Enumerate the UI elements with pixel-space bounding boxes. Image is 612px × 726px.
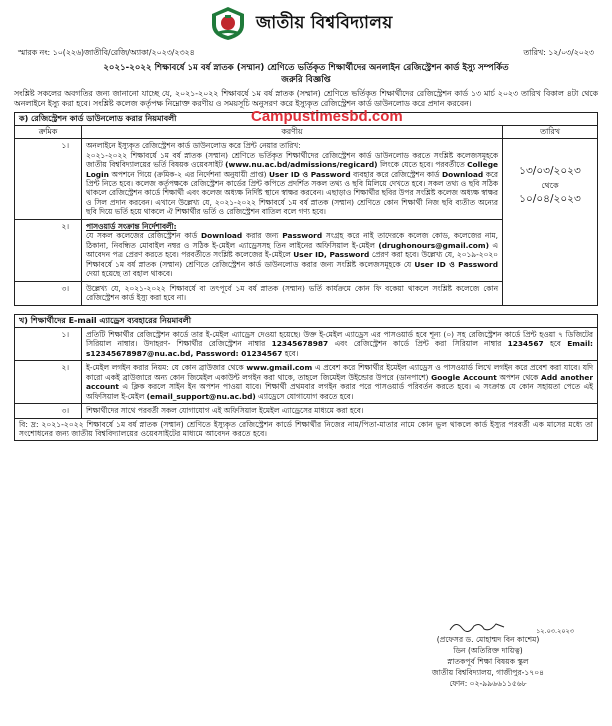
- table-row: [15, 404, 598, 418]
- row-text-bold: Add another account: [86, 372, 593, 392]
- section-a-title-text: ক) রেজিস্ট্রেশন কার্ড ডাউনলোড করার নিয়মাবলী: [19, 113, 177, 123]
- row-text-bold: Download: [441, 169, 484, 179]
- memo-number: স্মারক নং: ১০(২২৬)জাতীবি/রেজি/অ্যাকা/২০২৩/২৩২৪: [18, 48, 195, 57]
- reference-line: [18, 48, 594, 58]
- signature-scribble: [398, 616, 578, 634]
- row-text-part: অপশনে গিয়ে (ক্রমিক-২ এর নির্দেশনা অনুযায়ী প্রাপ্ত): [111, 169, 267, 179]
- row-text: উল্লেখ্য যে, ২০২১-২০২২ শিক্ষাবর্ষে বা তৎপূর্বে ১ম বর্ষ স্নাতক (সম্মান) ভর্তি কার্যক্রমে কোন ফি বকেয়া থাকলে সংশ্লিষ্ট কলেজে কোন রেজিস্ট্রেশন কার্ড ইস্যু করা হবে না।: [82, 281, 503, 305]
- date-separator: থেকে: [541, 180, 559, 190]
- date-from: ১৩/০৩/২০২৩: [519, 165, 581, 178]
- signatory-phone: ফোন: ০২-৯৯৬৬১১৫৬৮: [449, 679, 527, 688]
- signatory-university: জাতীয় বিশ্ববিদ্যালয়, গাজীপুর-১৭০৪: [431, 668, 545, 677]
- signatory-designation: ডিন (অতিরিক্ত দায়িত্ব): [453, 646, 523, 655]
- table-row: [15, 361, 598, 404]
- row-text-bold: User ID ও Password: [269, 169, 351, 179]
- row-text-part: সংগ্রহ করে নাই তাদেরকে কলেজ কোড, কলেজের নাম, ঠিকানা, নিবন্ধিত মোবাইল নম্বর ও সঠিক ই-মেইল এ্যাড্রেসসহ তিন লাইনের অফিসিয়াল ই-মেইল: [86, 231, 498, 250]
- row-text-bold: 1234567: [507, 339, 544, 349]
- row-serial: ১।: [15, 139, 82, 220]
- row-text-part: এ ক্লিক করলে সাইন ইন অপশন পাওয়া যাবে। শিক্ষার্থী প্রথমবার লগইন করার পরে পাসওয়ার্ড পরিবর্তন করতে হবে। এ সংক্রান্ত যে কোন সহায়তা পেতে এই অফিসিয়াল ই-মেইল: [86, 382, 593, 401]
- row-text: শিক্ষার্থীদের সাথে পরবর্তী সকল যোগাযোগ এই অফিসিয়াল ইমেইল এ্যাড্রেসের মাধ্যমে করা হবে।: [82, 404, 598, 418]
- row-text-bold: Password: [282, 231, 323, 241]
- signatory-name: (প্রফেসর ড. মোহাম্মদ বিন কাশেম): [436, 635, 540, 644]
- table-header-row: [15, 126, 598, 139]
- support-email-link[interactable]: (email_support@nu.ac.bd): [146, 391, 256, 401]
- row-heading: পাসওয়ার্ড সংক্রান্ত নির্দেশাবলী:: [86, 221, 177, 231]
- col-date: তারিখ: [503, 126, 598, 139]
- col-serial: ক্রমিক: [15, 126, 82, 139]
- intro-paragraph: সংশ্লিষ্ট সকলের অবগতির জন্য জানানো যাচ্ছে যে, ২০২১-২০২২ শিক্ষাবর্ষে ১ম বর্ষ স্নাতক (সম্মান) শ্রেণিতে ভর্তিকৃত শিক্ষার্থীদের রেজিস্ট্রেশন কার্ড ১৩ মার্চ ২০২৩ তারিখ বিকাল ৪টা থেকে অনলাইনে ইস্যু করা হবে। সংশ্লিষ্ট কলেজ কর্তৃপক্ষ নিম্নোক্ত করণীয় ও সময়সূচি অনুসরণ করে ইস্যুকৃত রেজিস্ট্রেশন কার্ড ডাউনলোড করে প্রদান করবেন।: [14, 88, 598, 108]
- section-b-table: [14, 327, 598, 419]
- university-name: জাতীয় বিশ্ববিদ্যালয়: [256, 13, 393, 33]
- row-text: [82, 139, 503, 220]
- section-b-title: খ) শিক্ষার্থীদের E-mail এ্যাড্রেস ব্যবহারের নিয়মাবলী: [14, 314, 598, 327]
- notice-title: জরুরি বিজ্ঞপ্তি: [281, 74, 331, 85]
- row-text-bold: Email: s12345678987@nu.ac.bd, Password: 01234567: [86, 339, 593, 358]
- row-text-part: ব্যবহার করে রেজিস্ট্রেশন কার্ড: [353, 169, 440, 179]
- row-text: [82, 327, 598, 360]
- row-text-bold: Google Account: [431, 372, 497, 382]
- date-to: ১০/০৪/২০২৩: [519, 192, 581, 205]
- row-heading: অনলাইনে ইস্যুকৃত রেজিস্ট্রেশন কার্ড ডাউনলোড করে প্রিন্ট নেয়ার তারিখ:: [86, 141, 301, 151]
- row-text-bold: 12345678987: [271, 339, 329, 349]
- row-serial: ২।: [15, 219, 82, 281]
- row-serial: ৩।: [15, 404, 82, 418]
- section-a-table: [14, 125, 598, 305]
- row-text-part: প্রেরণ করা হবে। উল্লেখ্য যে, ২০১৯-২০২০ শিক্ষাবর্ষে ১ম বর্ষ স্নাতক (সম্মান) শ্রেণিতে রেজিস্ট্রেশন কার্ড ডাউনলোড করার জন্য সংশ্লিষ্ট কলেজসমূহকে যে: [86, 250, 498, 269]
- row-text-part: এ প্রবেশ করে শিক্ষার্থীর ইমেইল এ্যাড্রেস ও পাসওয়ার্ড লিখে লগইন করে প্রবেশ করা যাবে। যদি কারো একই ব্রাউজারে অন্য কোন জিমেইল একাউন্ট লগইন করা থাকে, তাহলে জিমেইল উইন্ডোর উপরে (ডানপাশে): [86, 363, 593, 382]
- row-text-part: এ আবেদন পত্র প্রেরণ করতে হবে। পরবর্তীতে সংশ্লিষ্ট কলেজের ই-মেইলে: [86, 240, 498, 260]
- table-row: [15, 327, 598, 360]
- footnote: বি: দ্র: ২০২১-২০২২ শিক্ষাবর্ষে ১ম বর্ষ স্নাতক (সম্মান) শ্রেণিতে ইস্যুকৃত রেজিস্ট্রেশন কার্ডে শিক্ষার্থীর নিজের নাম/পিতা-মাতার নামে কোন ভুল থাকলে কার্ড ইস্যুর পরবর্তী এক মাসের মধ্যে তা সংশোধনের জন্য জাতীয় বিশ্ববিদ্যালয়ের ওয়েবসাইটের মাধ্যমে আবেদন করতে হবে।: [14, 419, 598, 441]
- row-text-bold: College Login: [86, 160, 498, 179]
- signature-icon: [448, 618, 508, 634]
- date-range-cell: [503, 139, 598, 306]
- section-a-title: [14, 107, 598, 125]
- row-text-bold: Download: [201, 231, 243, 241]
- row-text-part: লিংকে যেতে হবে। পরবর্তীতে: [379, 160, 465, 170]
- row-text-part: ই-মেইল লগইন করার নিয়ম: যে কোন ব্রাউজার থেকে: [86, 363, 244, 373]
- col-action: করণীয়: [82, 126, 503, 139]
- letterhead: [14, 4, 598, 44]
- row-text-part: দেয়া হয়েছে তা বহাল থাকবে।: [86, 269, 173, 279]
- row-text-part: প্রতিটি শিক্ষার্থীর রেজিস্ট্রেশন কার্ডে তার ই-মেইল এ্যাড্রেস দেওয়া হয়েছে। উক্ত ই-মেইল এ্যাড্রেস এর পাসওয়ার্ড হবে শূন্য (০) সহ রেজিস্ট্রেশন কার্ডে প্রিন্ট হওয়া ৭ ডিজিটের সিরিয়াল নাম্বার। উদাহরণ- শিক্ষার্থীর রেজিস্ট্রেশন নাম্বার: [86, 329, 593, 349]
- row-text: [82, 361, 598, 404]
- row-serial: ১।: [15, 327, 82, 360]
- row-serial: ৩।: [15, 281, 82, 305]
- row-text-part: করার জন্য: [246, 231, 279, 241]
- row-text-part: হবে: [549, 339, 561, 349]
- gmail-link[interactable]: www.gmail.com: [246, 363, 313, 373]
- row-serial: ২।: [15, 361, 82, 404]
- row-text-part: ২০২১-২০২২ শিক্ষাবর্ষে ১ম বর্ষ স্নাতক (সম্মান) শ্রেণিতে ভর্তিকৃত শিক্ষার্থীদের রেজিস্ট্রেশন কার্ড ডাউনলোড করতে সংশ্লিষ্ট কলেজসমূহকে জাতীয় বিশ্ববিদ্যালয়ের ভর্তি বিষয়ক ওয়েবসাইট: [86, 150, 498, 170]
- issue-date: তারিখ: ১২/০৩/২০২৩: [523, 48, 594, 57]
- row-text-part: এ্যাড্রেসে যোগাযোগ করতে হবে।: [258, 391, 354, 401]
- row-text-bold: User ID, Password: [293, 250, 370, 260]
- row-text-part: হবে।: [284, 348, 299, 358]
- table-row: [15, 139, 598, 220]
- row-text-part: যে সকল কলেজের রেজিস্ট্রেশন কার্ড: [86, 231, 198, 241]
- notice-subject: ২০২১-২০২২ শিক্ষাবর্ষে ১ম বর্ষ স্নাতক (সম্মান) শ্রেণিতে ভর্তিকৃত শিক্ষার্থীদের অনলাইন রেজিস্ট্রেশন কার্ড ইস্যু সম্পর্কিত: [103, 62, 509, 73]
- row-text-part: এবং রেজিস্ট্রেশন কার্ডে প্রিন্ট করা সিরিয়াল নাম্বার: [334, 339, 502, 349]
- signature-block: [398, 616, 578, 689]
- contact-email-link[interactable]: (drughonours@gmail.com): [378, 240, 489, 250]
- row-text-part: অপশন থেকে: [499, 372, 539, 382]
- watermark-text: Campustimesbd.com: [251, 107, 403, 125]
- row-text: [82, 219, 503, 281]
- signatory-school: স্নাতকপূর্ব শিক্ষা বিষয়ক স্কুল: [447, 657, 529, 666]
- admission-link[interactable]: (www.nu.ac.bd/admissions/regicard): [225, 160, 378, 170]
- row-text-bold: User ID ও Password: [414, 259, 498, 269]
- row-text-part: করে প্রিন্ট নিতে হবে। কলেজ কর্তৃপক্ষকে রেজিস্ট্রেশন কার্ডের প্রিন্ট কপিতে প্রদর্শিত সকল তথ্য ও ছবি মিলিয়ে দেখতে হবে। সকল তথ্য ও ছবি সঠিক থাকলে রেজিস্ট্রেশন কার্ডে শিক্ষার্থী এবং কলেজ অধ্যক্ষ নির্দিষ্ট স্থানে স্বাক্ষর করবেন। এছাড়াও শিক্ষার্থীর ছবির উপর সংশ্লিষ্ট কলেজ অধ্যক্ষ স্বাক্ষর ও সিল প্রদান করবেন। এখানে উল্লেখ্য যে, ২০২১-২০২২ শিক্ষাবর্ষে ১ম বর্ষ স্নাতক (সম্মান) শ্রেণিতে কোন শিক্ষার্থী নিজ ছবি ব্যতীত অন্যের ছবি দিয়ে ভর্তি হয়ে থাকলে ঐ শিক্ষার্থীর ভর্তি ও রেজিস্ট্রেশন বাতিল বলে গণ্য হবে।: [86, 169, 498, 217]
- university-logo-icon: [208, 5, 248, 41]
- signature-date: ১২.০৩.২০২৩: [536, 626, 574, 635]
